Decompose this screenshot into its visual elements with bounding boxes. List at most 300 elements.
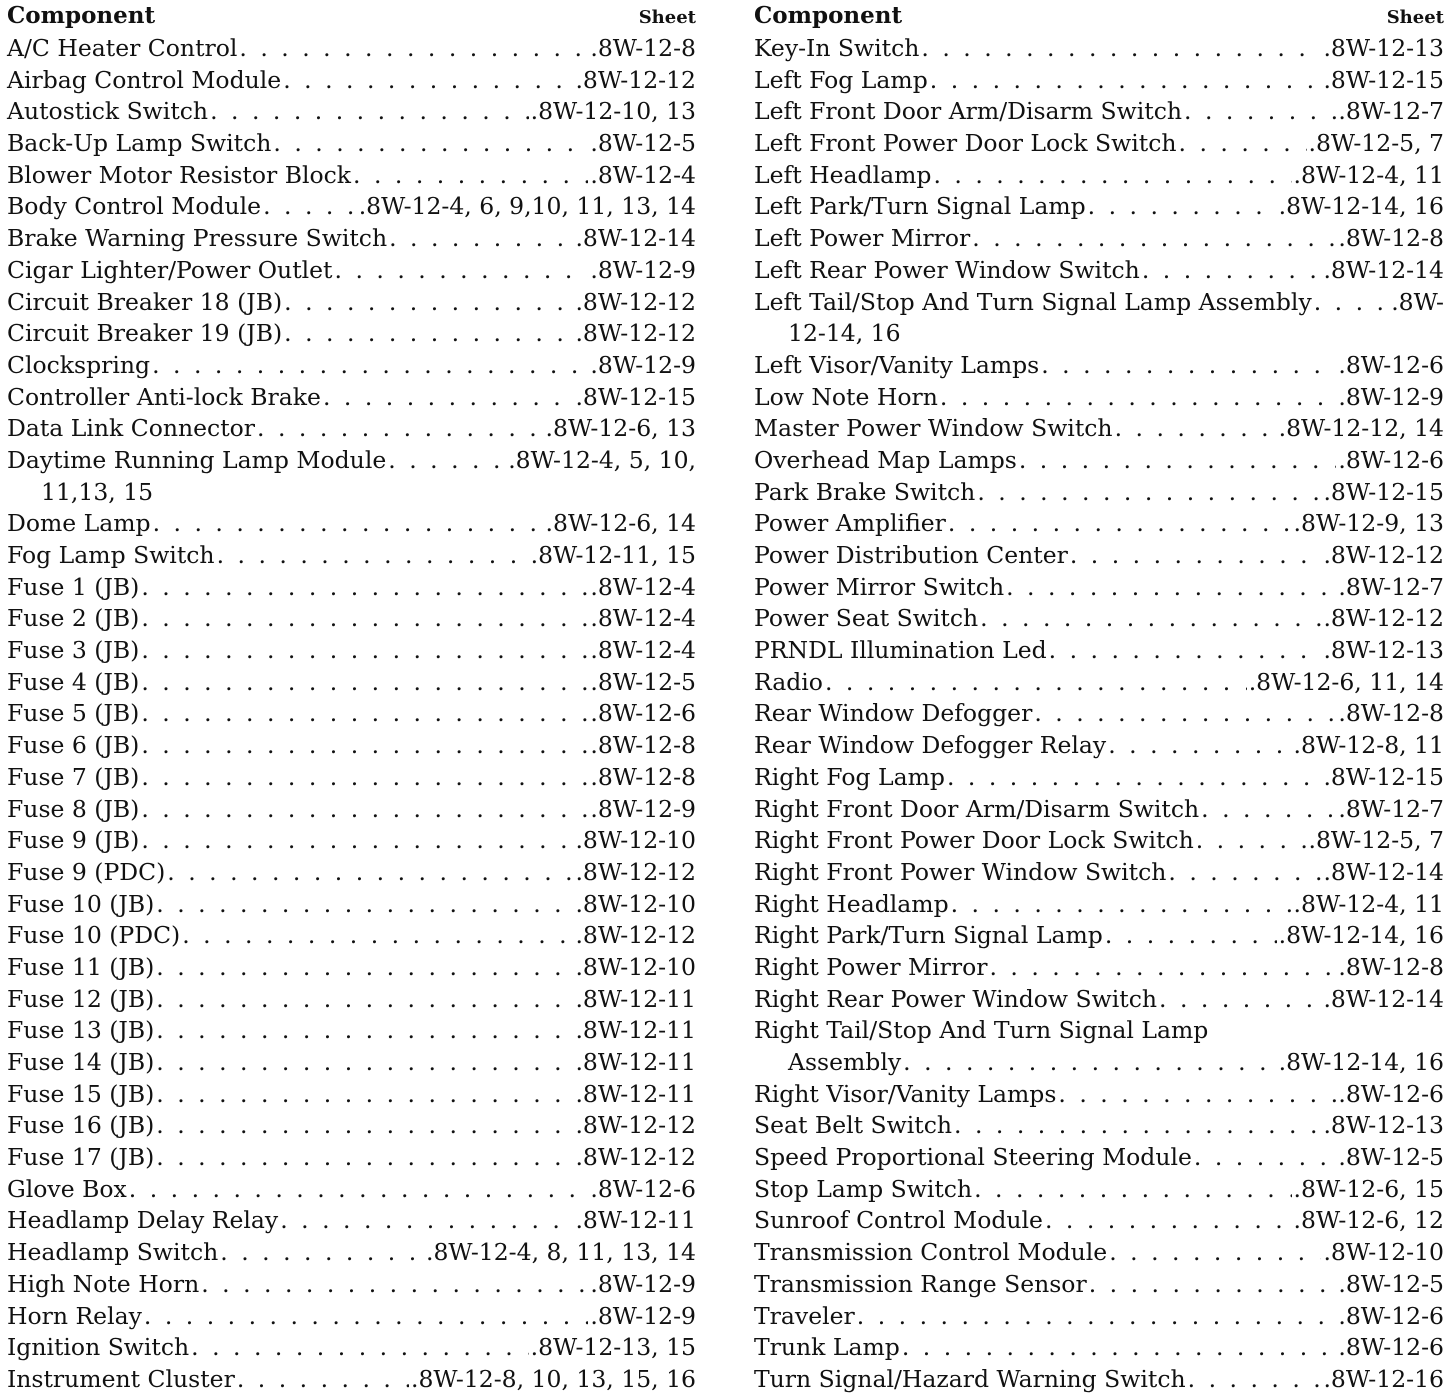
list-item	[7, 1269, 696, 1301]
list-item	[7, 160, 696, 192]
component-name: Key-In Switch	[754, 34, 920, 62]
leader-dots	[273, 128, 588, 160]
list-item	[7, 350, 696, 382]
list-item	[7, 730, 696, 762]
component-header: Component	[754, 2, 903, 29]
list-item-continuation	[754, 1047, 1444, 1079]
leader-dots	[977, 477, 1321, 509]
component-name: Overhead Map Lamps	[754, 445, 1017, 474]
leader-dots	[156, 1142, 573, 1174]
sheet-ref: .8W-12-11, 15	[530, 541, 696, 569]
list-item	[7, 65, 696, 97]
leader-dots	[947, 762, 1322, 794]
right-column	[754, 2, 1444, 1396]
sheet-ref: .8W-12-13	[1323, 1111, 1444, 1140]
leader-dots	[1070, 540, 1322, 572]
leader-dots	[980, 603, 1321, 635]
component-name: Fuse 2 (JB)	[7, 604, 140, 633]
leader-dots	[141, 572, 588, 604]
component-name: Left Park/Turn Signal Lamp	[754, 192, 1086, 221]
list-item	[7, 1174, 696, 1206]
sheet-ref: .8W-12-5, 7	[1308, 129, 1444, 158]
sheet-ref: .8W-12-7	[1338, 794, 1444, 823]
leader-dots	[940, 382, 1337, 414]
leader-dots	[1108, 730, 1291, 762]
sheet-ref: .8W-12-4, 8, 11, 13, 14	[425, 1238, 696, 1267]
list-item	[754, 508, 1444, 540]
sheet-ref: .8W-12-8, 10, 13, 15, 16	[411, 1364, 696, 1393]
leader-dots	[156, 952, 573, 984]
sheet-ref: .8W-12-4	[590, 604, 696, 633]
leader-dots	[1049, 635, 1322, 667]
leader-dots	[141, 794, 588, 826]
leader-dots	[153, 508, 544, 540]
component-name: Headlamp Switch	[7, 1238, 219, 1267]
list-item	[754, 128, 1444, 160]
sheet-ref: .8W-12-10	[1323, 1238, 1444, 1267]
leader-dots	[902, 1332, 1337, 1364]
sheet-ref: .8W-12-4, 6, 9,10, 11, 13, 14	[358, 192, 696, 221]
component-name: Left Rear Power Window Switch	[754, 255, 1140, 284]
component-name: Right Visor/Vanity Lamps	[754, 1079, 1057, 1108]
component-name: Dome Lamp	[7, 509, 151, 538]
leader-dots	[1142, 255, 1322, 287]
sheet-ref: .8W-12-4, 5, 10,	[508, 445, 696, 474]
list-item	[7, 1364, 696, 1396]
leader-dots	[921, 33, 1321, 65]
component-name: Airbag Control Module	[7, 65, 282, 94]
sheet-ref: .8W-12-14	[575, 224, 696, 253]
component-name: Autostick Switch	[7, 97, 209, 126]
leader-dots	[191, 1332, 528, 1364]
component-name: Fuse 6 (JB)	[7, 731, 140, 760]
list-item	[7, 33, 696, 65]
sheet-ref: .8W-12-11	[575, 984, 696, 1013]
component-name: Traveler	[754, 1301, 855, 1330]
list-item	[754, 350, 1444, 382]
list-item	[754, 382, 1444, 414]
sheet-ref: .8W-12-12	[1323, 604, 1444, 633]
component-name: Fuse 12 (JB)	[7, 984, 155, 1013]
sheet-ref: .8W-12-9	[590, 350, 696, 379]
sheet-ref: .8W-12-12	[575, 319, 696, 348]
sheet-ref: .8W-12-6, 11, 14	[1248, 667, 1444, 696]
leader-dots	[1188, 1364, 1322, 1396]
component-name: Right Tail/Stop And Turn Signal Lamp	[754, 1016, 1209, 1045]
sheet-ref: .8W-12-11	[575, 1206, 696, 1235]
component-name: Fuse 13 (JB)	[7, 1016, 155, 1045]
component-name: Park Brake Switch	[754, 477, 976, 506]
list-item	[754, 65, 1444, 97]
list-item	[754, 1174, 1444, 1206]
leader-dots	[156, 1015, 573, 1047]
list-item	[7, 1205, 696, 1237]
sheet-ref: .8W-12-14, 16	[1278, 192, 1444, 221]
list-item	[7, 223, 696, 255]
sheet-ref: .8W-12-11	[575, 1016, 696, 1045]
leader-dots	[201, 1269, 588, 1301]
list-item	[7, 952, 696, 984]
list-item	[754, 635, 1444, 667]
list-item	[7, 667, 696, 699]
sheet-ref: .8W-12-6	[1338, 445, 1444, 474]
leader-dots	[388, 445, 506, 477]
leader-dots	[1045, 1205, 1292, 1237]
component-name: Horn Relay	[7, 1301, 142, 1330]
list-item	[754, 698, 1444, 730]
leader-dots	[954, 1110, 1321, 1142]
component-name: Clockspring	[7, 350, 151, 379]
component-name: Speed Proportional Steering Module	[754, 1143, 1192, 1172]
leader-dots	[948, 508, 1292, 540]
list-item	[754, 255, 1444, 287]
list-item	[7, 318, 696, 350]
component-name: Fuse 7 (JB)	[7, 762, 140, 791]
list-item	[7, 889, 696, 921]
sheet-ref: .8W-12-12	[575, 1143, 696, 1172]
component-name: Fuse 10 (PDC)	[7, 921, 181, 950]
leader-dots	[930, 65, 1322, 97]
leader-dots	[1058, 1079, 1336, 1111]
component-name: Fuse 11 (JB)	[7, 952, 155, 981]
leader-dots	[1168, 857, 1321, 889]
list-item	[7, 635, 696, 667]
list-item	[754, 857, 1444, 889]
list-item	[754, 1110, 1444, 1142]
component-name: Back-Up Lamp Switch	[7, 129, 272, 158]
sheet-ref: .8W-12-9	[590, 1301, 696, 1330]
component-name: Ignition Switch	[7, 1333, 190, 1362]
sheet-ref: .8W-12-6, 13	[545, 414, 696, 443]
sheet-ref: .8W-12-6	[1338, 350, 1444, 379]
list-item	[7, 1079, 696, 1111]
sheet-ref: .8W-12-11	[575, 1079, 696, 1108]
component-name: Left Front Door Arm/Disarm Switch	[754, 97, 1182, 126]
leader-dots	[389, 223, 573, 255]
list-item	[7, 1110, 696, 1142]
component-name: Fuse 3 (JB)	[7, 636, 140, 665]
leader-dots	[1314, 287, 1389, 319]
list-item	[754, 191, 1444, 223]
component-name: Sunroof Control Module	[754, 1206, 1043, 1235]
component-name: Stop Lamp Switch	[754, 1174, 973, 1203]
list-item-continuation	[754, 318, 1444, 350]
leader-dots	[141, 730, 588, 762]
component-name: Power Mirror Switch	[754, 572, 1005, 601]
sheet-ref: .8W-12-8	[590, 731, 696, 760]
sheet-ref: .8W-12-8	[590, 762, 696, 791]
sheet-ref: .8W-12-15	[1323, 65, 1444, 94]
component-name: Data Link Connector	[7, 414, 256, 443]
sheet-ref: .8W-12-7	[1338, 97, 1444, 126]
leader-dots	[933, 160, 1291, 192]
sheet-ref: .8W-12-4	[590, 572, 696, 601]
index-list	[754, 33, 1444, 1396]
sheet-ref: .8W-12-4, 11	[1293, 889, 1444, 918]
leader-dots	[951, 889, 1292, 921]
component-name: Daytime Running Lamp Module	[7, 445, 387, 474]
list-item	[7, 540, 696, 572]
sheet-ref: .8W-12-9	[590, 255, 696, 284]
component-name: Fuse 14 (JB)	[7, 1048, 155, 1076]
component-name: Circuit Breaker 19 (JB)	[7, 319, 283, 348]
list-item	[7, 1015, 696, 1047]
list-item	[754, 794, 1444, 826]
sheet-ref: .8W-12-16	[1323, 1364, 1444, 1393]
list-item	[754, 730, 1444, 762]
list-item-continuation	[7, 477, 696, 509]
sheet-ref: .8W-12-15	[1323, 477, 1444, 506]
list-item	[754, 1205, 1444, 1237]
list-item	[754, 540, 1444, 572]
list-item	[7, 698, 696, 730]
component-name: Left Power Mirror	[754, 224, 971, 253]
list-item	[754, 889, 1444, 921]
leader-dots	[283, 65, 573, 97]
component-name: Glove Box	[7, 1174, 127, 1203]
list-item	[754, 33, 1444, 65]
leader-dots	[217, 540, 529, 572]
leader-dots	[1201, 794, 1336, 826]
component-name: Left Visor/Vanity Lamps	[754, 350, 1040, 379]
list-item	[7, 128, 696, 160]
component-name: Seat Belt Switch	[754, 1111, 953, 1140]
sheet-ref: .8W-12-10	[575, 826, 696, 855]
sheet-ref: .8W-12-5	[590, 667, 696, 696]
component-name: Radio	[754, 667, 823, 696]
component-name: Trunk Lamp	[754, 1333, 900, 1362]
component-name: Fuse 9 (PDC)	[7, 857, 166, 886]
leader-dots	[989, 952, 1336, 984]
component-name: Left Tail/Stop And Turn Signal Lamp Assembly	[754, 287, 1312, 316]
leader-dots	[257, 413, 544, 445]
component-name: Power Seat Switch	[754, 604, 979, 633]
list-item	[754, 445, 1444, 477]
leader-dots	[237, 1364, 409, 1396]
sheet-ref: .8W-12-8	[1338, 699, 1444, 728]
list-item	[754, 1269, 1444, 1301]
list-item	[754, 984, 1444, 1016]
component-name: Master Power Window Switch	[754, 414, 1113, 443]
sheet-ref: .8W-12-4	[590, 636, 696, 665]
list-item	[7, 794, 696, 826]
component-name: Transmission Control Module	[754, 1238, 1108, 1267]
sheet-ref: .8W-12-12	[575, 857, 696, 886]
component-name: Fuse 17 (JB)	[7, 1143, 155, 1172]
leader-dots	[323, 382, 574, 414]
sheet-ref: .8W-12-12	[575, 287, 696, 316]
leader-dots	[141, 603, 588, 635]
list-item	[754, 920, 1444, 952]
sheet-ref: .8W-12-14	[1323, 857, 1444, 886]
list-item	[7, 382, 696, 414]
sheet-ref: .8W-12-15	[575, 382, 696, 411]
component-name: Right Park/Turn Signal Lamp	[754, 921, 1103, 950]
leader-dots	[1109, 1237, 1321, 1269]
list-item	[7, 572, 696, 604]
sheet-ref: .8W-12-6, 12	[1293, 1206, 1444, 1235]
component-name: A/C Heater Control	[7, 34, 238, 62]
component-name: Right Rear Power Window Switch	[754, 984, 1157, 1013]
leader-dots	[1019, 445, 1337, 477]
component-name: Rear Window Defogger Relay	[754, 731, 1107, 760]
component-name: PRNDL Illumination Led	[754, 636, 1047, 665]
sheet-ref: .8W-12-4	[590, 160, 696, 189]
leader-dots	[1184, 96, 1336, 128]
component-name: Fuse 4 (JB)	[7, 667, 140, 696]
leader-dots	[141, 635, 588, 667]
list-item	[754, 1237, 1444, 1269]
component-name: Blower Motor Resistor Block	[7, 160, 352, 189]
list-item	[754, 1015, 1444, 1047]
list-item	[7, 191, 696, 223]
sheet-ref: .8W-12-6	[590, 699, 696, 728]
sheet-ref-continued: 12-14, 16	[788, 319, 901, 348]
leader-dots	[129, 1174, 589, 1206]
left-column	[7, 2, 696, 1396]
leader-dots	[972, 223, 1336, 255]
leader-dots	[1159, 984, 1321, 1016]
list-item	[754, 1142, 1444, 1174]
sheet-ref: .8W-12-8	[590, 34, 696, 62]
leader-dots	[1179, 128, 1307, 160]
component-header: Component	[7, 2, 156, 29]
list-item	[754, 160, 1444, 192]
sheet-ref: .8W-12-11	[575, 1048, 696, 1076]
sheet-ref: .8W-12-10	[575, 889, 696, 918]
component-name: Right Fog Lamp	[754, 762, 945, 791]
sheet-ref: .8W-12-8	[1338, 952, 1444, 981]
leader-dots	[167, 857, 573, 889]
component-name: Turn Signal/Hazard Warning Switch	[754, 1364, 1186, 1393]
list-item	[754, 952, 1444, 984]
component-name: Body Control Module	[7, 192, 262, 221]
sheet-ref: .8W-12-6, 14	[545, 509, 696, 538]
list-item	[7, 825, 696, 857]
component-name: Fuse 1 (JB)	[7, 572, 140, 601]
list-item	[7, 413, 696, 445]
leader-dots	[210, 96, 529, 128]
leader-dots	[182, 920, 573, 952]
sheet-ref: .8W-12-13	[1323, 636, 1444, 665]
list-item	[7, 255, 696, 287]
sheet-ref: .8W-12-5, 7	[1308, 826, 1444, 855]
leader-dots	[1196, 825, 1307, 857]
component-name: Fuse 5 (JB)	[7, 699, 140, 728]
leader-dots	[141, 667, 588, 699]
sheet-ref: .8W-12-14, 16	[1278, 1048, 1444, 1076]
sheet-ref: .8W-12-10	[575, 952, 696, 981]
list-item	[7, 1332, 696, 1364]
list-item	[754, 1364, 1444, 1396]
sheet-ref: .8W-12-8, 11	[1293, 731, 1444, 760]
sheet-ref: .8W-12-6	[590, 1174, 696, 1203]
sheet-ref: .8W-12-6	[1338, 1333, 1444, 1362]
leader-dots	[1041, 350, 1336, 382]
component-name: Instrument Cluster	[7, 1364, 235, 1393]
sheet-ref: .8W-12-4, 11	[1293, 160, 1444, 189]
component-name: Right Front Door Arm/Disarm Switch	[754, 794, 1200, 823]
list-item	[754, 762, 1444, 794]
sheet-header: Sheet	[638, 7, 696, 28]
sheet-header: Sheet	[1386, 7, 1444, 28]
sheet-ref: .8W-12-9	[590, 794, 696, 823]
component-name: Brake Warning Pressure Switch	[7, 224, 388, 253]
list-item	[754, 1301, 1444, 1333]
sheet-ref: .8W-12-13, 15	[530, 1333, 696, 1362]
leader-dots	[974, 1174, 1291, 1206]
leader-dots	[144, 1301, 589, 1333]
component-name: Low Note Horn	[754, 382, 938, 411]
component-name: Fuse 15 (JB)	[7, 1079, 155, 1108]
list-item	[754, 572, 1444, 604]
list-item	[7, 857, 696, 889]
sheet-ref: .8W-12-13	[1323, 34, 1444, 62]
leader-dots	[857, 1301, 1337, 1333]
leader-dots	[280, 1205, 573, 1237]
list-item	[7, 603, 696, 635]
list-item	[754, 1332, 1444, 1364]
leader-dots	[825, 667, 1247, 699]
leader-dots	[284, 318, 573, 350]
component-name: Left Fog Lamp	[754, 65, 928, 94]
sheet-ref: .8W-12-5	[590, 129, 696, 158]
leader-dots	[239, 33, 588, 65]
sheet-ref: .8W-12-14	[1323, 984, 1444, 1013]
list-item	[754, 96, 1444, 128]
sheet-ref: .8W-12-6, 15	[1293, 1174, 1444, 1203]
leader-dots	[141, 825, 573, 857]
leader-dots	[1089, 1269, 1337, 1301]
leader-dots	[1034, 698, 1336, 730]
leader-dots	[353, 160, 588, 192]
component-name: Fuse 16 (JB)	[7, 1111, 155, 1140]
component-name: Right Front Power Window Switch	[754, 857, 1167, 886]
component-name: Left Front Power Door Lock Switch	[754, 129, 1177, 158]
leader-dots	[156, 1047, 573, 1079]
column-header	[754, 2, 1444, 33]
sheet-ref: .8W-12-10, 13	[530, 97, 696, 126]
list-item	[7, 984, 696, 1016]
sheet-ref: .8W-12-12	[575, 65, 696, 94]
sheet-ref: .8W-12-9	[590, 1269, 696, 1298]
component-name: Power Distribution Center	[754, 541, 1068, 569]
leader-dots	[1088, 191, 1277, 223]
sheet-ref: .8W-12-15	[1323, 762, 1444, 791]
component-name: High Note Horn	[7, 1269, 200, 1298]
sheet-ref: .8W-12-5	[1338, 1143, 1444, 1172]
sheet-ref: .8W-12-6	[1338, 1079, 1444, 1108]
list-item	[7, 920, 696, 952]
sheet-ref: .8W-12-12	[575, 1111, 696, 1140]
leader-dots	[335, 255, 589, 287]
leader-dots	[220, 1237, 424, 1269]
list-item	[7, 445, 696, 477]
leader-dots	[1115, 413, 1277, 445]
leader-dots	[263, 191, 357, 223]
component-name: Fuse 8 (JB)	[7, 794, 140, 823]
leader-dots	[1006, 572, 1336, 604]
sheet-ref: .8W-12-14	[1323, 255, 1444, 284]
sheet-ref: .8W-	[1391, 287, 1444, 316]
list-item	[7, 762, 696, 794]
component-name: Transmission Range Sensor	[754, 1269, 1087, 1298]
sheet-ref: .8W-12-8	[1338, 224, 1444, 253]
list-item	[754, 413, 1444, 445]
sheet-ref: .8W-12-12, 14	[1278, 414, 1444, 443]
list-item	[754, 223, 1444, 255]
leader-dots	[903, 1047, 1276, 1079]
